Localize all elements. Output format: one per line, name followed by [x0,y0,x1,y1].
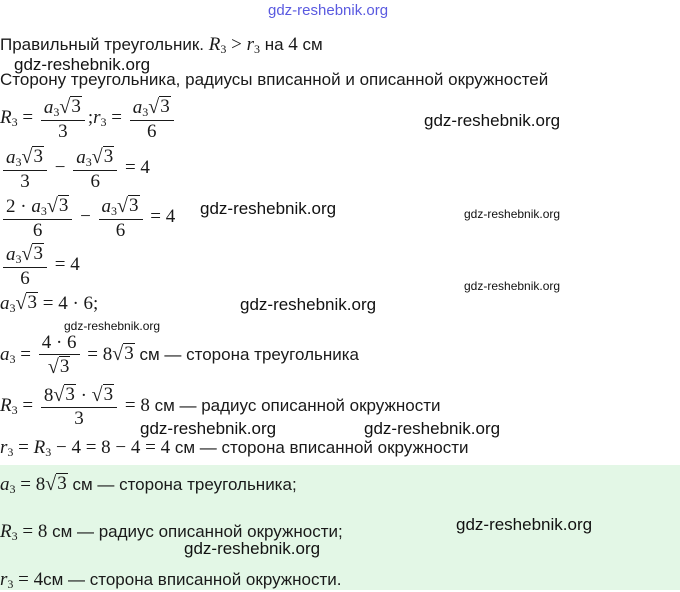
problem-statement: Правильный треугольник. $R_3 > r_3$ на 4 см [0,34,323,56]
problem-task: Сторону треугольника, радиусы вписанной и описанной окружностей [0,70,549,89]
equation-common-denominator: $2 \cdot a_3$ √ 3 6 − $a_3$ √ 3 6 = 4 [0,195,175,240]
watermark: gdz-reshebnik.org [464,207,561,221]
result-side: $a_3$ = 4 · 6 √ 3 = 8 √ 3 см — сторона треугольника [0,332,359,378]
answer-box [0,465,680,590]
watermark: gdz-reshebnik.org [14,55,151,74]
result-circumradius: $R_3$ = 8 √ 3 · √ 3 3 = 8 см — радиус описанной окружности [0,383,441,429]
watermark: gdz-reshebnik.org [200,199,337,218]
answer-inradius: $r_3 = 4см$ — сторона вписанной окружности. [0,569,342,591]
watermark-top: gdz-reshebnik.org [268,2,389,19]
equation-simplified: $a_3$ √ 3 6 = 4 [0,243,80,288]
watermark: gdz-reshebnik.org [464,279,561,293]
result-inradius: $r_3 = R_3 - 4 = 8 - 4 = 4$ см — сторона вписанной окружности [0,437,469,459]
watermark: gdz-reshebnik.org [140,419,277,438]
watermark: gdz-reshebnik.org [456,515,593,534]
watermark: gdz-reshebnik.org [424,111,561,130]
equation-product: $a_3$ √ 3 = 4 · 6; [0,291,99,315]
equation-difference: $a_3$ √ 3 3 − $a_3$ √ 3 6 = 4 [0,146,150,191]
watermark: gdz-reshebnik.org [240,295,377,314]
answer-side: $a_3 = 8$ √ 3 см — сторона треугольника; [0,472,297,496]
watermark: gdz-reshebnik.org [364,419,501,438]
answer-circumradius: $R_3 = 8$ см — радиус описанной окружности; [0,521,343,543]
formula-radii: $R_3$ = $a_3$ √ 3 3 $;r_3$ = $a_3$ √ 3 6 [0,96,177,141]
watermark: gdz-reshebnik.org [64,319,161,333]
watermark: gdz-reshebnik.org [184,539,321,558]
